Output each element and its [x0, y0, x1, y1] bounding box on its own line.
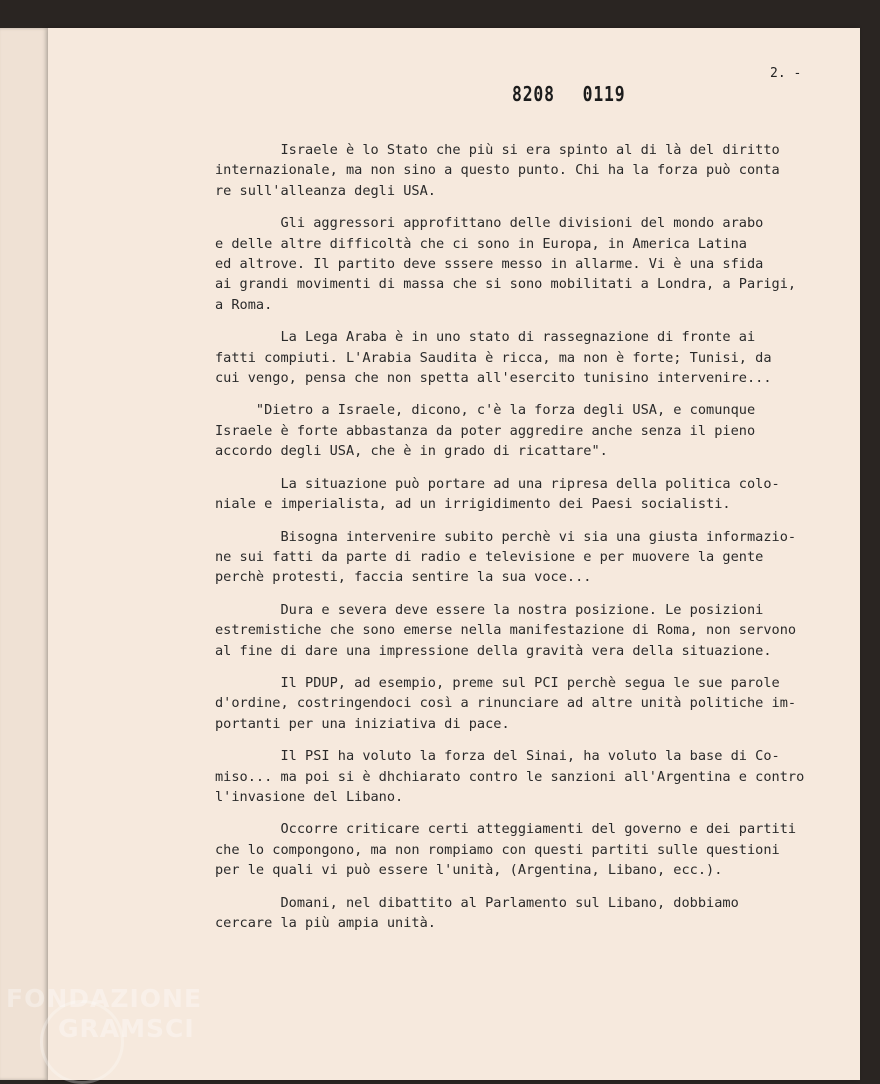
watermark: [6, 984, 202, 1044]
paragraph: Occorre criticare certi atteggiamenti del governo e dei partiti che lo compongono, ma non rompiamo con questi partiti sulle questioni per le quali vi può essere l'unità, (Argentina, Libano, ecc.).: [215, 821, 797, 879]
paragraph: Il PSI ha voluto la forza del Sinai, ha voluto la base di Co- miso... ma poi si è dhchiarato contro le sanzioni all'Argentina e contro l'invasione del Libano.: [215, 748, 805, 805]
page-number: 2. -: [770, 66, 802, 81]
archive-stamp: [512, 82, 625, 106]
paragraph: Dura e severa deve essere la nostra posizione. Le posizioni estremistiche che sono emerse nella manifestazione di Roma, non servono al fine di dare una impressione della gravità vera della situazione.: [215, 601, 797, 659]
paragraph: Israele è lo Stato che più si era spinto al di là del diritto internazionale, ma non sino a questo punto. Chi ha la forza può conta re sull'alleanza degli USA.: [215, 142, 780, 199]
document-body: [215, 140, 815, 945]
watermark-line2: GRAMSCI: [58, 1014, 195, 1043]
paragraph: La Lega Araba è in uno stato di rassegnazione di fronte ai fatti compiuti. L'Arabia Saudita è ricca, ma non è forte; Tunisi, da cui vengo, pensa che non spetta all'esercito tunisino intervenire...: [215, 329, 772, 387]
paragraph: Domani, nel dibattito al Parlamento sul Libano, dobbiamo cercare la più ampia unità.: [215, 894, 739, 931]
paragraph: Gli aggressori approfittano delle divisioni del mondo arabo e delle altre difficoltà che ci sono in Europa, in America Latina ed altrove. Il partito deve sssere messo in allarme. Vi è una sfida ai grandi movimenti di massa che si sono mobilitati a Londra, a Parigi, a Roma.: [215, 215, 797, 313]
previous-page-edge: [0, 28, 52, 1080]
paragraph: La situazione può portare ad una ripresa della politica colo- niale e imperialista, ad un irrigidimento dei Paesi socialisti.: [215, 475, 780, 513]
watermark-line1: FONDAZIONE: [6, 984, 203, 1013]
archive-number-b: 0119: [582, 82, 626, 106]
paragraph: Il PDUP, ad esempio, preme sul PCI perchè segua le sue parole d'ordine, costringendoci così a rinunciare ad altre unità politiche im- portanti per una iniziativa di pace.: [215, 674, 797, 732]
paragraph: "Dietro a Israele, dicono, c'è la forza degli USA, e comunque Israele è forte abbastanza da poter aggredire anche senza il pieno accordo degli USA, che è in grado di ricattare".: [215, 402, 756, 460]
paragraph: Bisogna intervenire subito perchè vi sia una giusta informazio- ne sui fatti da parte di radio e televisione e per muovere la gente perchè protesti, faccia sentire la sua voce...: [215, 528, 797, 586]
archive-number-a: 8208: [512, 82, 555, 106]
